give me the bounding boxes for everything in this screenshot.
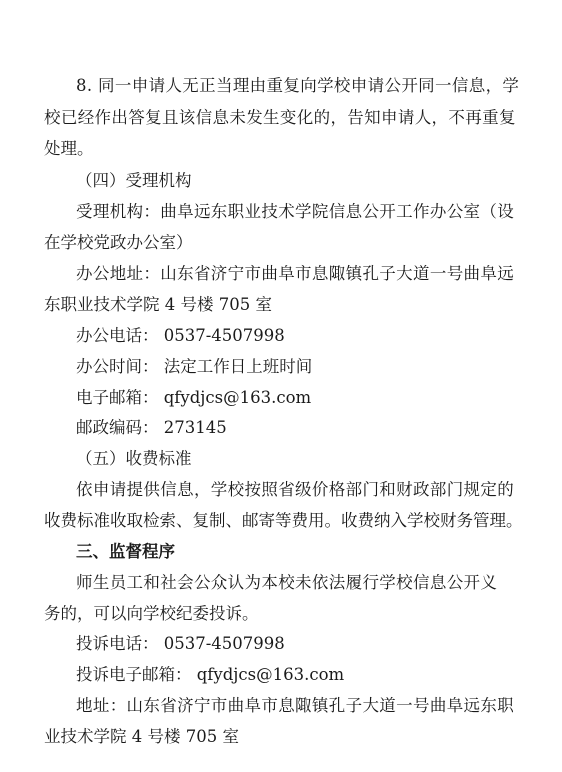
section-heading-four: （四）受理机构 [76,171,192,190]
agency-line-1: 受理机构：曲阜远东职业技术学院信息公开工作办公室（设 [76,202,515,221]
postal-code: 邮政编码： 273145 [76,418,227,437]
supervision-address-line-2: 业技术学院 4 号楼 705 室 [44,727,239,746]
office-phone: 办公电话： 0537-4507998 [76,326,285,345]
paragraph-8-line-1: 8. 同一申请人无正当理由重复向学校申请公开同一信息，学 [76,76,520,95]
supervision-line-2: 务的，可以向学校纪委投诉。 [44,604,259,623]
complaint-phone: 投诉电话： 0537-4507998 [76,634,285,653]
supervision-address-line-1: 地址：山东省济宁市曲阜市息陬镇孔子大道一号曲阜远东职 [76,696,515,715]
supervision-line-1: 师生员工和社会公众认为本校未依法履行学校信息公开义 [76,573,498,592]
section-heading-five: （五）收费标准 [76,449,192,468]
agency-line-2: 在学校党政办公室） [44,233,193,252]
address-line-2: 东职业技术学院 4 号楼 705 室 [44,295,272,314]
section-heading-three: 三、监督程序 [76,542,175,561]
fee-line-2: 收费标准收取检索、复制、邮寄等费用。收费纳入学校财务管理。 [44,511,523,530]
paragraph-8-line-3: 处理。 [44,139,94,158]
paragraph-8-line-2: 校已经作出答复且该信息未发生变化的，告知申请人，不再重复 [44,108,516,127]
office-email: 电子邮箱： qfydjcs@163.com [76,388,312,407]
complaint-email: 投诉电子邮箱： qfydjcs@163.com [76,665,345,684]
address-line-1: 办公地址：山东省济宁市曲阜市息陬镇孔子大道一号曲阜远 [76,264,515,283]
office-hours: 办公时间： 法定工作日上班时间 [76,357,313,376]
fee-line-1: 依申请提供信息，学校按照省级价格部门和财政部门规定的 [76,480,515,499]
